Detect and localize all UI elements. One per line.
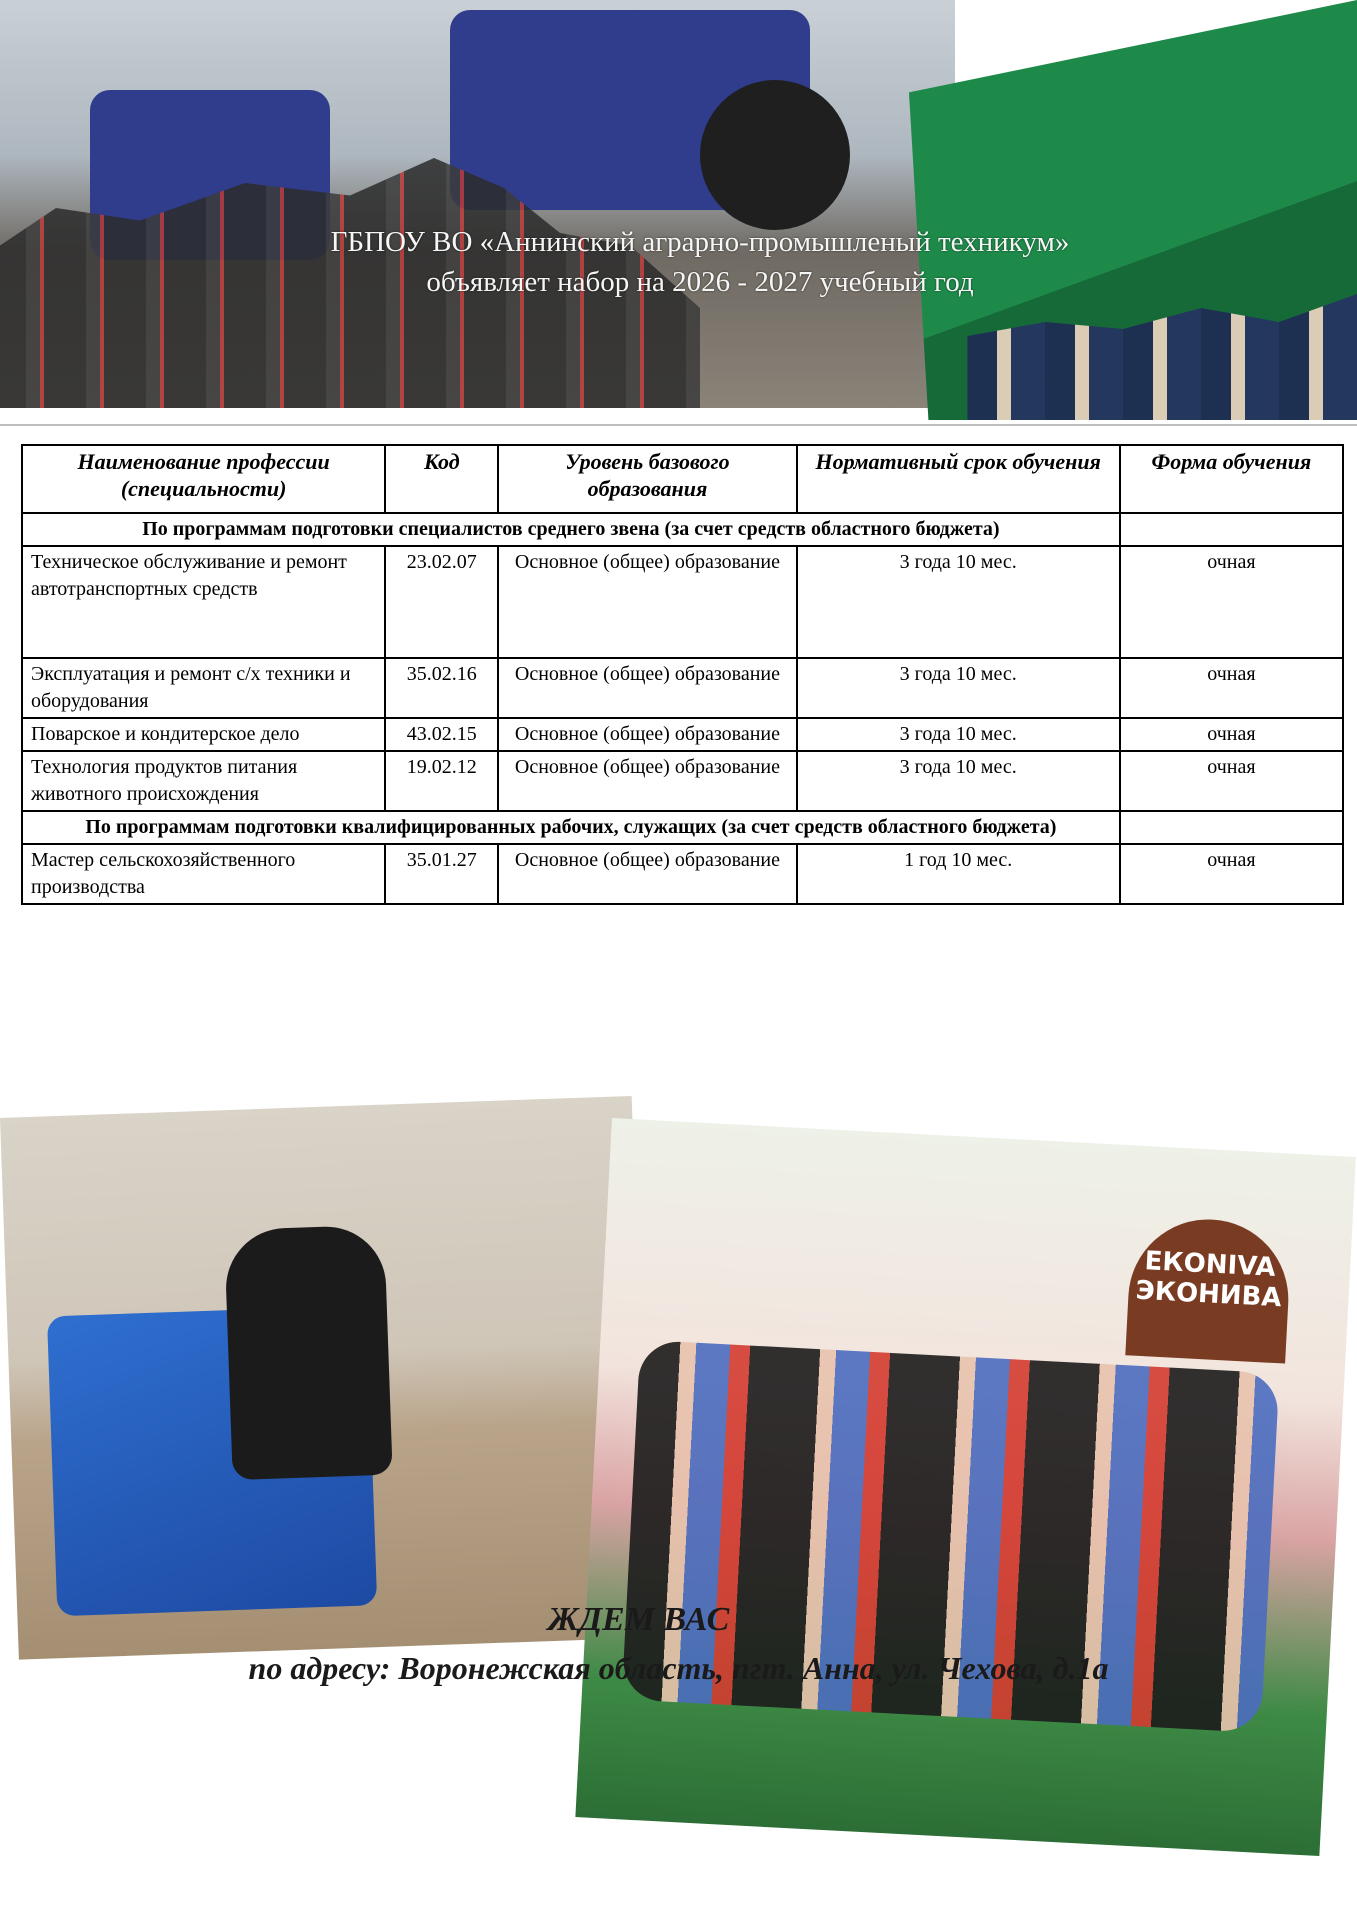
section-row	[22, 513, 1343, 546]
code-cell: 19.02.12	[385, 751, 498, 811]
education-cell: Основное (общее) образование	[498, 546, 796, 658]
duration-cell: 3 года 10 мес.	[797, 546, 1120, 658]
duration-cell: 3 года 10 мес.	[797, 718, 1120, 751]
divider	[0, 424, 1357, 426]
table-row	[22, 546, 1343, 658]
code-cell: 35.02.16	[385, 658, 498, 718]
ekoniva-sign: ЕКОNIVA ЭКОНИВА	[1125, 1215, 1292, 1363]
header-announcement	[150, 222, 1250, 302]
code-cell: 43.02.15	[385, 718, 498, 751]
empty-cell	[1120, 811, 1343, 844]
section-title: По программам подготовки специалистов среднего звена (за счет средств областного бюджета)	[22, 513, 1120, 546]
footer-address: по адресу: Воронежская область, пгт. Анна, ул. Чехова, д.1а	[248, 1650, 1109, 1686]
tractor-simulator-photo	[0, 1096, 651, 1660]
ekoniva-expo-photo	[575, 1118, 1356, 1856]
form-cell: очная	[1120, 718, 1343, 751]
section-row	[22, 811, 1343, 844]
header-base-education: Уровень базового образования	[498, 445, 796, 513]
duration-cell: 1 год 10 мес.	[797, 844, 1120, 904]
profession-cell: Мастер сельскохозяйственного производства	[22, 844, 385, 904]
empty-cell	[1120, 513, 1343, 546]
footer-wait-text: ЖДЕМ ВАС	[547, 1601, 730, 1638]
section-title: По программам подготовки квалифицированных рабочих, служащих (за счет средств областного бюджета)	[22, 811, 1120, 844]
profession-cell: Эксплуатация и ремонт с/х техники и оборудования	[22, 658, 385, 718]
table-row	[22, 751, 1343, 811]
header-profession: Наименование профессии (специальности)	[22, 445, 385, 513]
education-cell: Основное (общее) образование	[498, 718, 796, 751]
duration-cell: 3 года 10 мес.	[797, 658, 1120, 718]
profession-cell: Технология продуктов питания животного происхождения	[22, 751, 385, 811]
header-duration: Нормативный срок обучения	[797, 445, 1120, 513]
header-study-form: Форма обучения	[1120, 445, 1343, 513]
code-cell: 23.02.07	[385, 546, 498, 658]
programs-table	[21, 444, 1344, 905]
college-name: ГБПОУ ВО «Аннинский аграрно-промышленый техникум»	[330, 226, 1070, 258]
form-cell: очная	[1120, 658, 1343, 718]
table-row	[22, 844, 1343, 904]
profession-cell: Техническое обслуживание и ремонт автотранспортных средств	[22, 546, 385, 658]
education-cell: Основное (общее) образование	[498, 844, 796, 904]
code-cell: 35.01.27	[385, 844, 498, 904]
duration-cell: 3 года 10 мес.	[797, 751, 1120, 811]
table-row	[22, 658, 1343, 718]
enrollment-announcement: объявляет набор на 2026 - 2027 учебный год	[426, 266, 974, 298]
table-row	[22, 718, 1343, 751]
header-code: Код	[385, 445, 498, 513]
education-cell: Основное (общее) образование	[498, 658, 796, 718]
form-cell: очная	[1120, 844, 1343, 904]
form-cell: очная	[1120, 546, 1343, 658]
profession-cell: Поварское и кондитерское дело	[22, 718, 385, 751]
form-cell: очная	[1120, 751, 1343, 811]
table-header-row	[22, 445, 1343, 513]
students-tractors-photo	[0, 0, 955, 408]
education-cell: Основное (общее) образование	[498, 751, 796, 811]
